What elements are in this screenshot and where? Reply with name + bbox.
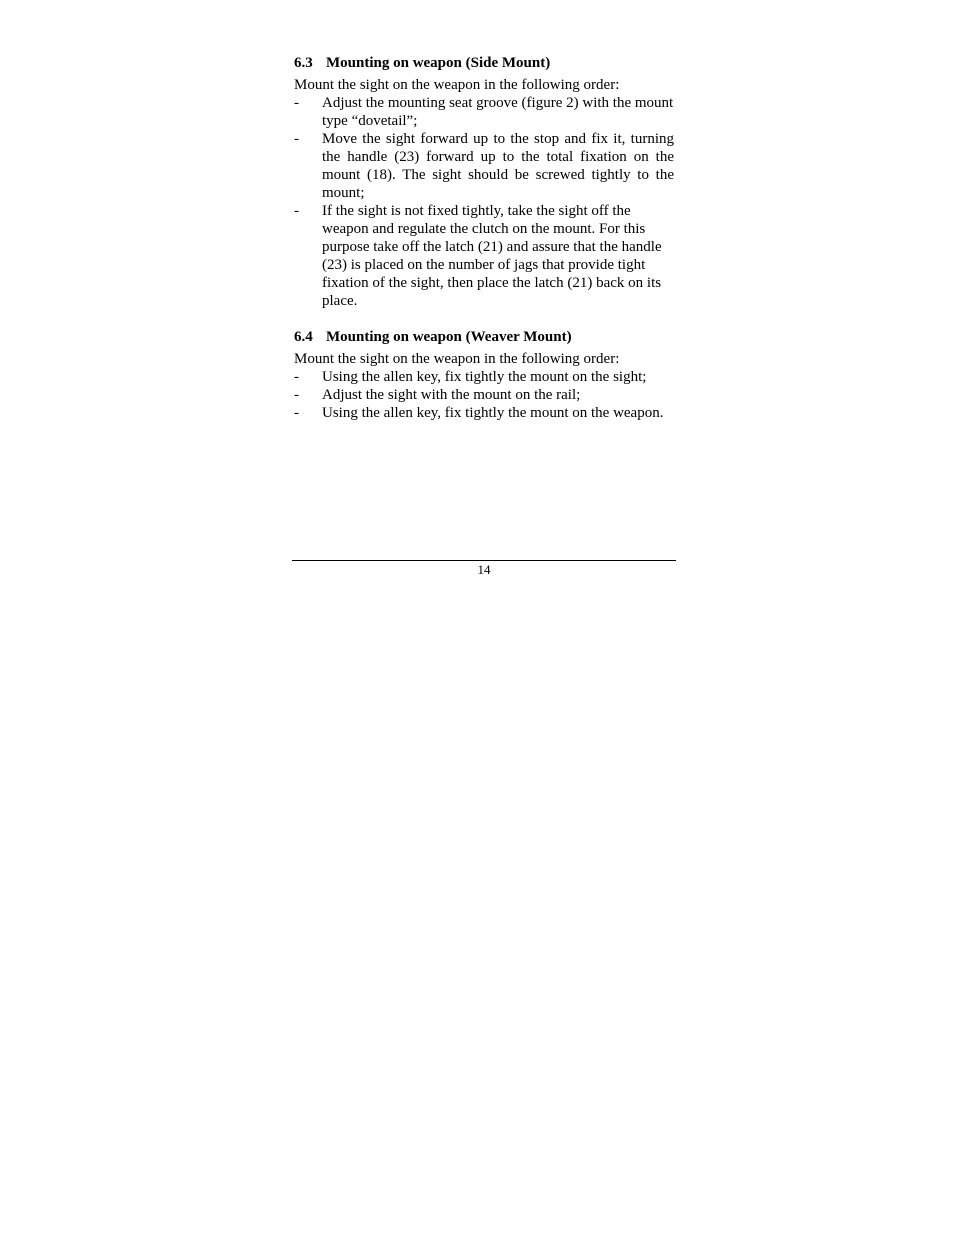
list-item (294, 94, 674, 130)
step-text: Move the sight forward up to the stop and fix it, turning the handle (23) forward up to the total fixation on the mount (18). The sight should be screwed tightly to the mount; (322, 131, 674, 201)
footer-rule (292, 560, 676, 561)
page-content (294, 54, 674, 422)
step-text: If the sight is not fixed tightly, take the sight off the weapon and regulate the clutch on the mount. For this purpose take off the latch (21) and assure that the handle (23) is placed on the number of jags that provide tight fixation of the sight, then place the latch (21) back on its place. (322, 203, 662, 309)
steps-list (294, 94, 674, 310)
list-item (294, 404, 674, 422)
section-heading (294, 328, 674, 346)
page-number: 14 (477, 562, 491, 577)
list-marker: - (294, 203, 299, 219)
step-text: Adjust the sight with the mount on the rail; (322, 387, 581, 403)
section-intro: Mount the sight on the weapon in the following order: (294, 351, 620, 367)
section-weaver-mount (294, 328, 674, 422)
list-item (294, 202, 674, 310)
list-item (294, 368, 674, 386)
list-marker: - (294, 387, 299, 403)
list-marker: - (294, 405, 299, 421)
step-text: Using the allen key, fix tightly the mount on the weapon. (322, 405, 664, 421)
list-marker: - (294, 131, 299, 147)
section-title: Mounting on weapon (Weaver Mount) (326, 329, 572, 345)
list-marker: - (294, 95, 299, 111)
list-item (294, 130, 674, 202)
steps-list (294, 368, 674, 422)
section-spacer (294, 310, 674, 328)
step-text: Adjust the mounting seat groove (figure 2) with the mount type “dovetail”; (322, 95, 674, 129)
section-number: 6.4 (294, 329, 313, 345)
section-side-mount (294, 54, 674, 310)
section-intro: Mount the sight on the weapon in the following order: (294, 77, 620, 93)
list-marker: - (294, 369, 299, 385)
section-heading (294, 54, 674, 72)
step-text: Using the allen key, fix tightly the mount on the sight; (322, 369, 647, 385)
list-item (294, 386, 674, 404)
section-number: 6.3 (294, 55, 313, 71)
section-title: Mounting on weapon (Side Mount) (326, 55, 551, 71)
